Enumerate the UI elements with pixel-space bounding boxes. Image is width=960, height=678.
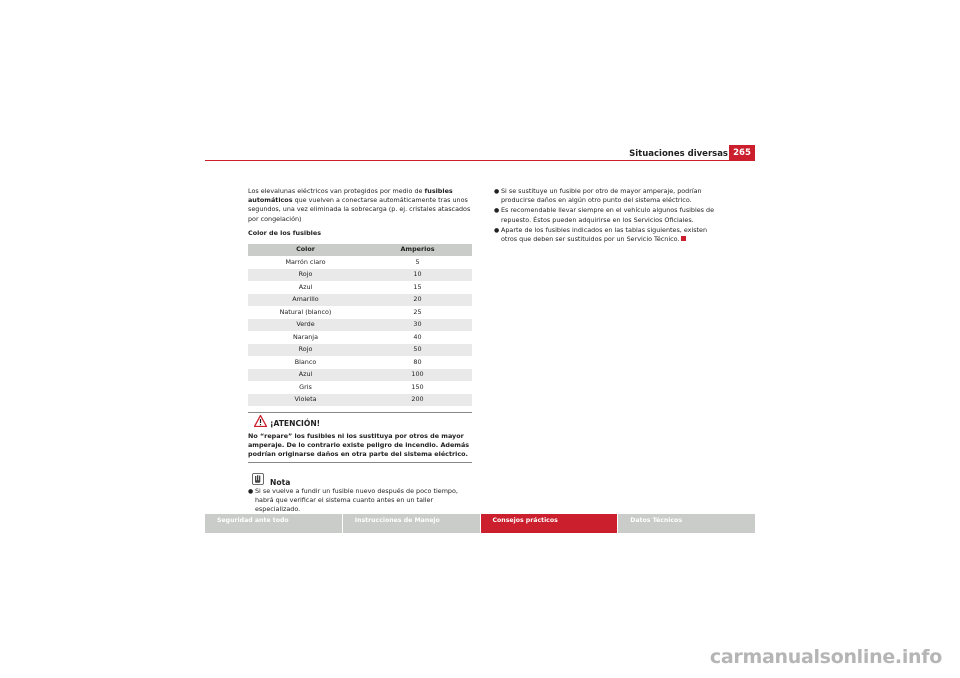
table-row bbox=[248, 294, 472, 307]
table-header-row bbox=[248, 244, 472, 256]
cell-amperes: 10 bbox=[363, 269, 472, 282]
fuse-color-table bbox=[248, 244, 472, 406]
cell-amperes: 25 bbox=[413, 307, 422, 316]
cell-amperes: 50 bbox=[363, 344, 472, 357]
warning-header bbox=[248, 412, 472, 431]
cell-color: Verde bbox=[248, 319, 363, 332]
cell-amperes: 100 bbox=[363, 369, 472, 382]
cell-amperes: 200 bbox=[363, 394, 472, 407]
header-divider bbox=[205, 160, 755, 161]
note-bullet bbox=[248, 487, 474, 515]
intro-paragraph bbox=[248, 187, 474, 224]
table-row bbox=[248, 356, 472, 369]
list-item-text: Si se sustituye un fusible por otro de mayor amperaje, podrían producirse daños en algún otro punto del sistema eléctrico. bbox=[501, 187, 702, 205]
warning-box bbox=[248, 412, 472, 463]
page-number: 265 bbox=[729, 145, 755, 161]
table-row bbox=[248, 281, 472, 294]
fuse-color-heading: Color de los fusibles bbox=[248, 228, 322, 237]
footer-tab-instrucciones[interactable]: Instrucciones de Manejo bbox=[343, 514, 481, 533]
bullet-icon: ● bbox=[494, 188, 500, 195]
note-header bbox=[248, 473, 474, 487]
cell-color: Blanco bbox=[294, 357, 317, 366]
cell-color: Natural (blanco) bbox=[279, 307, 332, 316]
cell-color: Azul bbox=[298, 282, 313, 291]
cell-color: Azul bbox=[248, 369, 363, 382]
cell-amperes: 30 bbox=[363, 319, 472, 332]
cell-amperes: 20 bbox=[363, 294, 472, 307]
table-row bbox=[248, 256, 472, 269]
bullet-icon: ● bbox=[494, 207, 500, 215]
footer-navigation bbox=[205, 514, 755, 533]
cell-amperes: 80 bbox=[413, 357, 422, 366]
footer-tab-consejos[interactable]: Consejos prácticos bbox=[481, 514, 619, 533]
cell-color: Rojo bbox=[248, 269, 363, 282]
warning-triangle-icon bbox=[254, 415, 267, 427]
intro-text-end: que vuelven a conectarse automáticamente tras unos segundos, una vez eliminada la sobrecarga (p. ej. cristales atascados por congelación) bbox=[248, 196, 471, 223]
list-item bbox=[494, 226, 720, 244]
cell-amperes: 5 bbox=[415, 257, 420, 266]
list-item-text: Es recomendable llevar siempre en el vehículo algunos fusibles de repuesto. Éstos pueden adquirirse en los Servicios Oficiales. bbox=[501, 206, 715, 224]
cell-color: Amarillo bbox=[248, 294, 363, 307]
intro-bold-term: fusibles automáticos bbox=[248, 187, 453, 205]
right-column bbox=[494, 187, 720, 245]
note-bullet-text: Si se vuelve a fundir un fusible nuevo después de poco tiempo, habrá que verificar el sistema cuanto antes en un taller especializado. bbox=[255, 486, 458, 514]
table-row bbox=[248, 331, 472, 344]
cell-amperes: 40 bbox=[413, 332, 422, 341]
section-end-icon bbox=[681, 236, 686, 241]
list-item bbox=[494, 187, 720, 205]
intro-text-start: Los elevalunas eléctricos van protegidos por medio de bbox=[248, 187, 423, 195]
cell-amperes: 15 bbox=[413, 282, 422, 291]
list-item-text: Aparte de los fusibles indicados en las tablas siguientes, existen otros que deben ser sustituidos por un Servicio Técnico. bbox=[501, 225, 708, 244]
left-column bbox=[248, 187, 474, 515]
warning-text: No “repare” los fusibles ni los sustituya por otros de mayor amperaje. De lo contrario existe peligro de incendio. Además podrían originarse daños en otra parte del sistema eléctrico. bbox=[248, 431, 472, 463]
bullet-icon: ● bbox=[248, 487, 254, 495]
note-title: Nota bbox=[270, 477, 291, 487]
table-row bbox=[248, 344, 472, 357]
note-hand-icon bbox=[252, 473, 264, 485]
cell-color: Rojo bbox=[248, 344, 363, 357]
column-header-amperes: Amperios bbox=[363, 244, 472, 256]
section-title: Situaciones diversas bbox=[629, 149, 728, 159]
table-row bbox=[248, 306, 472, 319]
bullet-icon: ● bbox=[494, 226, 500, 234]
table-row bbox=[248, 394, 472, 407]
table-row bbox=[248, 381, 472, 394]
table-row bbox=[248, 369, 472, 382]
warning-title: ¡ATENCIÓN! bbox=[270, 419, 321, 429]
list-item bbox=[494, 206, 720, 224]
table-row bbox=[248, 269, 472, 282]
table-row bbox=[248, 319, 472, 332]
cell-color: Naranja bbox=[293, 332, 318, 341]
note-section bbox=[248, 473, 474, 515]
column-header-color: Color bbox=[248, 244, 363, 256]
cell-color: Gris bbox=[299, 382, 312, 391]
footer-tab-seguridad[interactable]: Seguridad ante todo bbox=[205, 514, 343, 533]
footer-tab-datos[interactable]: Datos Técnicos bbox=[618, 514, 755, 533]
cell-amperes: 150 bbox=[411, 382, 424, 391]
watermark: carmanualsonline.info bbox=[709, 646, 942, 668]
cell-color: Marrón claro bbox=[285, 257, 326, 266]
cell-color: Violeta bbox=[248, 394, 363, 407]
